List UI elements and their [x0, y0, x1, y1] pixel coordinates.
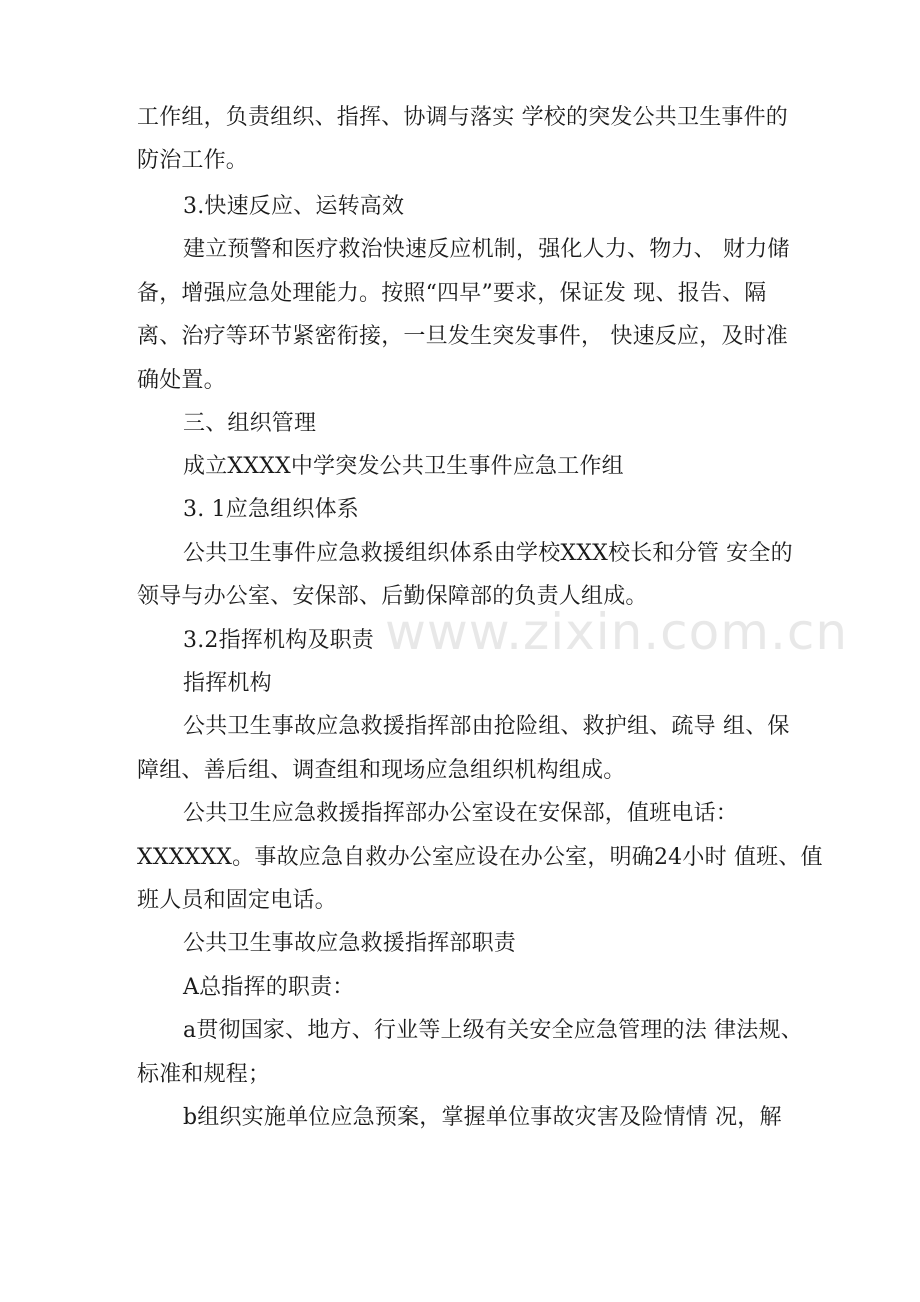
section-heading: 三、组织管理 — [183, 411, 317, 436]
text-line: 标准和规程； — [137, 1062, 271, 1087]
text-line: 班人员和固定电话。 — [137, 888, 337, 913]
text-line: 障组、善后组、调查组和现场应急组织机构组成。 — [137, 758, 626, 783]
section-heading: 3. 1应急组织体系 — [183, 497, 359, 522]
text-line: 成立XXXX中学突发公共卫生事件应急工作组 — [183, 454, 624, 479]
text-line: 公共卫生应急救援指挥部办公室设在安保部，值班电话： — [183, 801, 739, 826]
text-line: 离、治疗等环节紧密衔接，一旦发生突发事件， 快速反应，及时准 — [137, 324, 788, 349]
section-heading: A总指挥的职责： — [183, 975, 355, 1000]
text-line: 领导与办公室、安保部、后勤保障部的负责人组成。 — [137, 584, 648, 609]
text-line: 确处置。 — [137, 368, 226, 393]
text-line: 公共卫生事故应急救援指挥部由抢险组、救护组、疏导 组、保 — [183, 714, 790, 739]
section-heading: 公共卫生事故应急救援指挥部职责 — [183, 931, 517, 956]
text-line: 备，增强应急处理能力。按照“四早”要求，保证发 现、报告、隔 — [137, 281, 767, 306]
section-heading: 3.快速反应、运转高效 — [183, 194, 405, 219]
text-line: a贯彻国家、地方、行业等上级有关安全应急管理的法 律法规、 — [183, 1018, 803, 1043]
watermark: www.zixin.com.cn — [385, 603, 849, 661]
text-line: b组织实施单位应急预案，掌握单位事故灾害及险情情 况，解 — [183, 1105, 782, 1130]
text-line: 工作组，负责组织、指挥、协调与落实 学校的突发公共卫生事件的 — [137, 105, 788, 130]
text-line: 公共卫生事件应急救援组织体系由学校XXX校长和分管 安全的 — [183, 541, 793, 566]
section-heading: 3.2指挥机构及职责 — [183, 628, 374, 653]
section-heading: 指挥机构 — [183, 671, 272, 696]
text-line: 防治工作。 — [137, 148, 249, 173]
text-line: 建立预警和医疗救治快速反应机制，强化人力、物力、 财力储 — [183, 237, 790, 262]
text-line: XXXXXX。事故应急自救办公室应设在办公室，明确24小时 值班、值 — [137, 845, 823, 870]
